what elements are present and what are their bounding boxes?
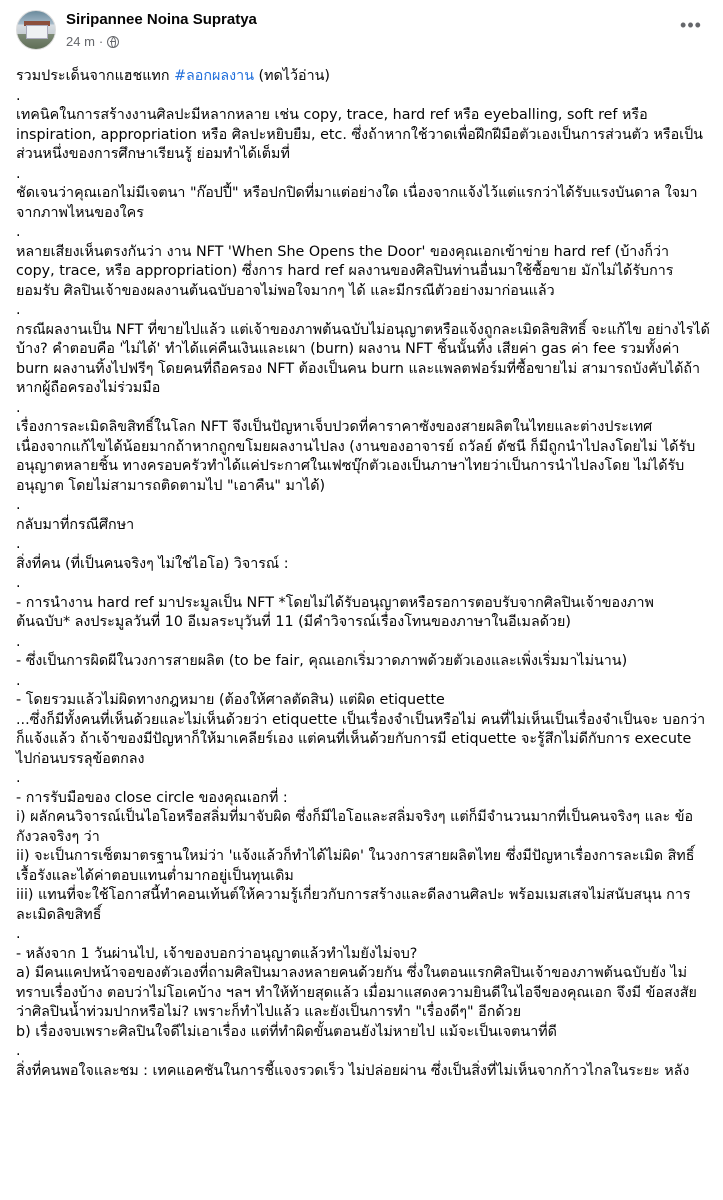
post-paragraph: - ซึ่งเป็นการผิดผีในวงการสายผลิต (to be fair, คุณเอกเริ่มวาดภาพด้วยตัวเองและเพิ่งเริ่มมาไม่นาน) xyxy=(16,653,628,669)
post-paragraph: ชัดเจนว่าคุณเอกไม่มีเจตนา "ก๊อปปี้" หรือปกปิดที่มาแต่อย่างใด เนื่องจากแจ้งไว้แต่แรกว่าได้รับแรงบันดาล ใจมาจากภาพไหนของใคร xyxy=(16,185,698,221)
paragraph-dot-separator: . xyxy=(16,672,21,689)
meta-separator: · xyxy=(98,34,104,49)
paragraph-dot-separator: . xyxy=(16,633,21,650)
paragraph-dot-separator: . xyxy=(16,536,21,552)
post-paragraph: เทคนิคในการสร้างงานศิลปะมีหลากหลาย เช่น copy, trace, hard ref หรือ eyeballing, soft ref หรือ inspiration, appropriation หรือ ศิลปะหยิบยืม, etc. ซึ่งถ้าหากใช้วาดเพื่อฝึกฝีมือตัวเองเป็นการส่วนตัว หรือเป็นส่วนหนึ่งของการศึกษาเรียนรู้ ย่อมทำได้เต็มที่ xyxy=(16,107,703,162)
post-paragraph: - โดยรวมแล้วไม่ผิดทางกฎหมาย (ต้องให้ศาลตัดสิน) แต่ผิด etiquette ...ซึ่งก็มีทั้งคนที่เห็นด้วยและไม่เห็นด้วยว่า etiquette เป็นเรื่องจำเป็นหรือไม่ คนที่ไม่เห็นเป็นเรื่องจำเป็นจะ บอกว่าก็แจ้งแล้ว ถ้าเจ้าของมีปัญหาก็ให้มาเคลียร์เอง แต่คนที่เห็นด้วยกับการมี etiquette จะรู้สึกไม่ดีกับการ execute ไปก่อนบรรลุข้อตกลง xyxy=(16,692,706,767)
post-header xyxy=(16,10,707,60)
title-prefix: รวมประเด็นจากแฮชแทก xyxy=(16,68,175,84)
paragraph-dot-separator: . xyxy=(16,87,21,104)
globe-icon xyxy=(107,36,119,48)
paragraph-dot-separator: . xyxy=(16,165,21,182)
post-paragraph: กลับมาที่กรณีศึกษา xyxy=(16,516,135,533)
paragraph-dot-separator: . xyxy=(16,575,21,591)
post-paragraph: หลายเสียงเห็นตรงกันว่า งาน NFT 'When She Opens the Door' ของคุณเอกเข้าข่าย hard ref (บ้างก็ว่า copy, trace, หรือ appropriation) ซึ่งการ hard ref ผลงานของศิลปินท่านอื่นมาใช้ซื้อขาย มักไม่ได้รับการ ยอมรับ ศิลปินเจ้าของผลงานต้นฉบับอาจไม่พอใจมากๆ ได้ และมีกรณีตัวอย่างมาก่อนแล้ว xyxy=(16,243,678,299)
paragraph-dot-separator: . xyxy=(16,770,21,786)
paragraph-dot-separator: . xyxy=(16,399,21,416)
paragraph-dot-separator: . xyxy=(16,926,21,942)
post-paragraph: - การรับมือของ close circle ของคุณเอกที่ : i) ผลักคนวิจารณ์เป็นไอโอหรือสลิ่มที่มาจับผิด ซึ่งก็มีไอโอและสลิ่มจริงๆ แต่ก็มีจำนวนมากที่เป็นคนจริงๆ และ ข้อกังวลจริงๆ ว่า ii) จะเป็นการเซ็ตมาตรฐานใหม่ว่า 'แจ้งแล้วก็ทำได้ไม่ผิด' ในวงการสายผลิตไทย ซึ่งมีปัญหาเรื่องการละเมิด สิทธิ์เรื้อรังและได้ค่าตอบแทนต่ำมากอยู่เป็นทุนเดิม iii) แทนที่จะใช้โอกาสนี้ทำคอนเท้นต์ให้ความรู้เกี่ยวกับการสร้างและดีลงานศิลปะ พร้อมเมสเสจไม่สนับสนุน การละเมิดลิขสิทธิ์ xyxy=(16,789,695,923)
post-paragraph: - หลังจาก 1 วันผ่านไป, เจ้าของบอกว่าอนุญาตแล้วทำไมยังไม่จบ? a) มีคนแคปหน้าจอของตัวเองที่ถามศิลปินมาลงหลายคนด้วยกัน ซึ่งในตอนแรกศิลปินเจ้าของภาพต้นฉบับยัง ไม่ทราบเรื่องบ้าง ตอบว่าไม่โอเคบ้าง ฯลฯ ทำให้ท้ายสุดแล้ว เมื่อมาแสดงความยินดีในไอจีของคุณเอก จึงมี ข้อสงสัยว่าศิลปินน้ำท่วมปากหรือไม่? เพราะก็ทำไปแล้ว และยังเป็นการทำ "เรื่องดีๆ" อีกด้วย b) เรื่องจบเพราะศิลปินใจดีไม่เอาเรื่อง แต่ที่ทำผิดขั้นตอนยังไม่หายไป แม้จะเป็นเจตนาที่ดี xyxy=(16,945,697,1040)
post-paragraph: สิ่งที่คนพอใจและชม : เทคแอคชันในการชี้แจงรวดเร็ว ไม่ปล่อยผ่าน ซึ่งเป็นสิ่งที่ไม่เห็นจากก้าวไกลในระยะ หลัง xyxy=(16,1062,690,1079)
avatar[interactable] xyxy=(16,10,56,50)
post-meta xyxy=(66,34,119,49)
paragraph-dot-separator: . xyxy=(16,224,21,240)
post-paragraphs xyxy=(16,87,712,1082)
paragraph-dot-separator: . xyxy=(16,1043,21,1059)
more-options-button[interactable]: ••• xyxy=(680,15,702,35)
post-paragraph: สิ่งที่คน (ที่เป็นคนจริงๆ ไม่ใช่ไอโอ) วิจารณ์ : xyxy=(16,555,289,572)
paragraph-dot-separator: . xyxy=(16,497,21,513)
author-name[interactable]: Siripannee Noina Supratya xyxy=(66,11,257,28)
post-timestamp[interactable]: 24 m xyxy=(66,34,95,49)
hashtag-link[interactable]: #ลอกผลงาน xyxy=(174,68,254,84)
paragraph-dot-separator: . xyxy=(16,302,21,318)
post-paragraph: เรื่องการละเมิดลิขสิทธิ์ในโลก NFT จึงเป็นปัญหาเจ็บปวดที่คาราคาซังของสายผลิตในไทยและต่างประเทศ เนื่องจากแก้ไขได้น้อยมากถ้าหากถูกขโมยผลงานไปลง (งานของอาจารย์ ถวัลย์ ดัชนี ก็มีถูกนำไปลงโดยไม่ ได้รับอนุญาตหลายชิ้น ทางครอบครัวทำได้แค่ประกาศในเฟซบุ๊กตัวเองเป็นภาษาไทยว่าเป็นการนำไปลงโดย ไม่ได้รับอนุญาต โดยไม่สามารถติดตามไป "เอาคืน" มาได้) xyxy=(16,419,696,494)
post-title xyxy=(16,67,712,87)
title-suffix: (ทดไว้อ่าน) xyxy=(253,68,330,84)
avatar-building xyxy=(26,25,48,39)
post-paragraph: กรณีผลงานเป็น NFT ที่ขายไปแล้ว แต่เจ้าของภาพต้นฉบับไม่อนุญาตหรือแจ้งถูกละเมิดลิขสิทธิ์ จะแก้ไข อย่างไรได้บ้าง? คำตอบคือ 'ไม่ได้' ทำได้แค่คืนเงินและเผา (burn) ผลงาน NFT ชิ้นนั้นทิ้ง เสียค่า gas ค่า fee รวมทั้งค่า burn ผลงานทิ้งไปฟรีๆ โดยคนที่ถือครอง NFT ต้องเป็นคน burn และแพลตฟอร์มที่ซื้อขายไม่ สามารถบังคับได้ถ้าหากผู้ถือครองไม่ร่วมมือ xyxy=(16,321,710,396)
post-paragraph: - การนำงาน hard ref มาประมูลเป็น NFT *โดยไม่ได้รับอนุญาตหรือรอการตอบรับจากศิลปินเจ้าของภาพ ต้นฉบับ* ลงประมูลวันที่ 10 อีเมลระบุวันที่ 11 (มีคำวิจารณ์เรื่องโทนของภาษาในอีเมลด้วย) xyxy=(16,594,659,630)
post-body xyxy=(16,67,712,1081)
